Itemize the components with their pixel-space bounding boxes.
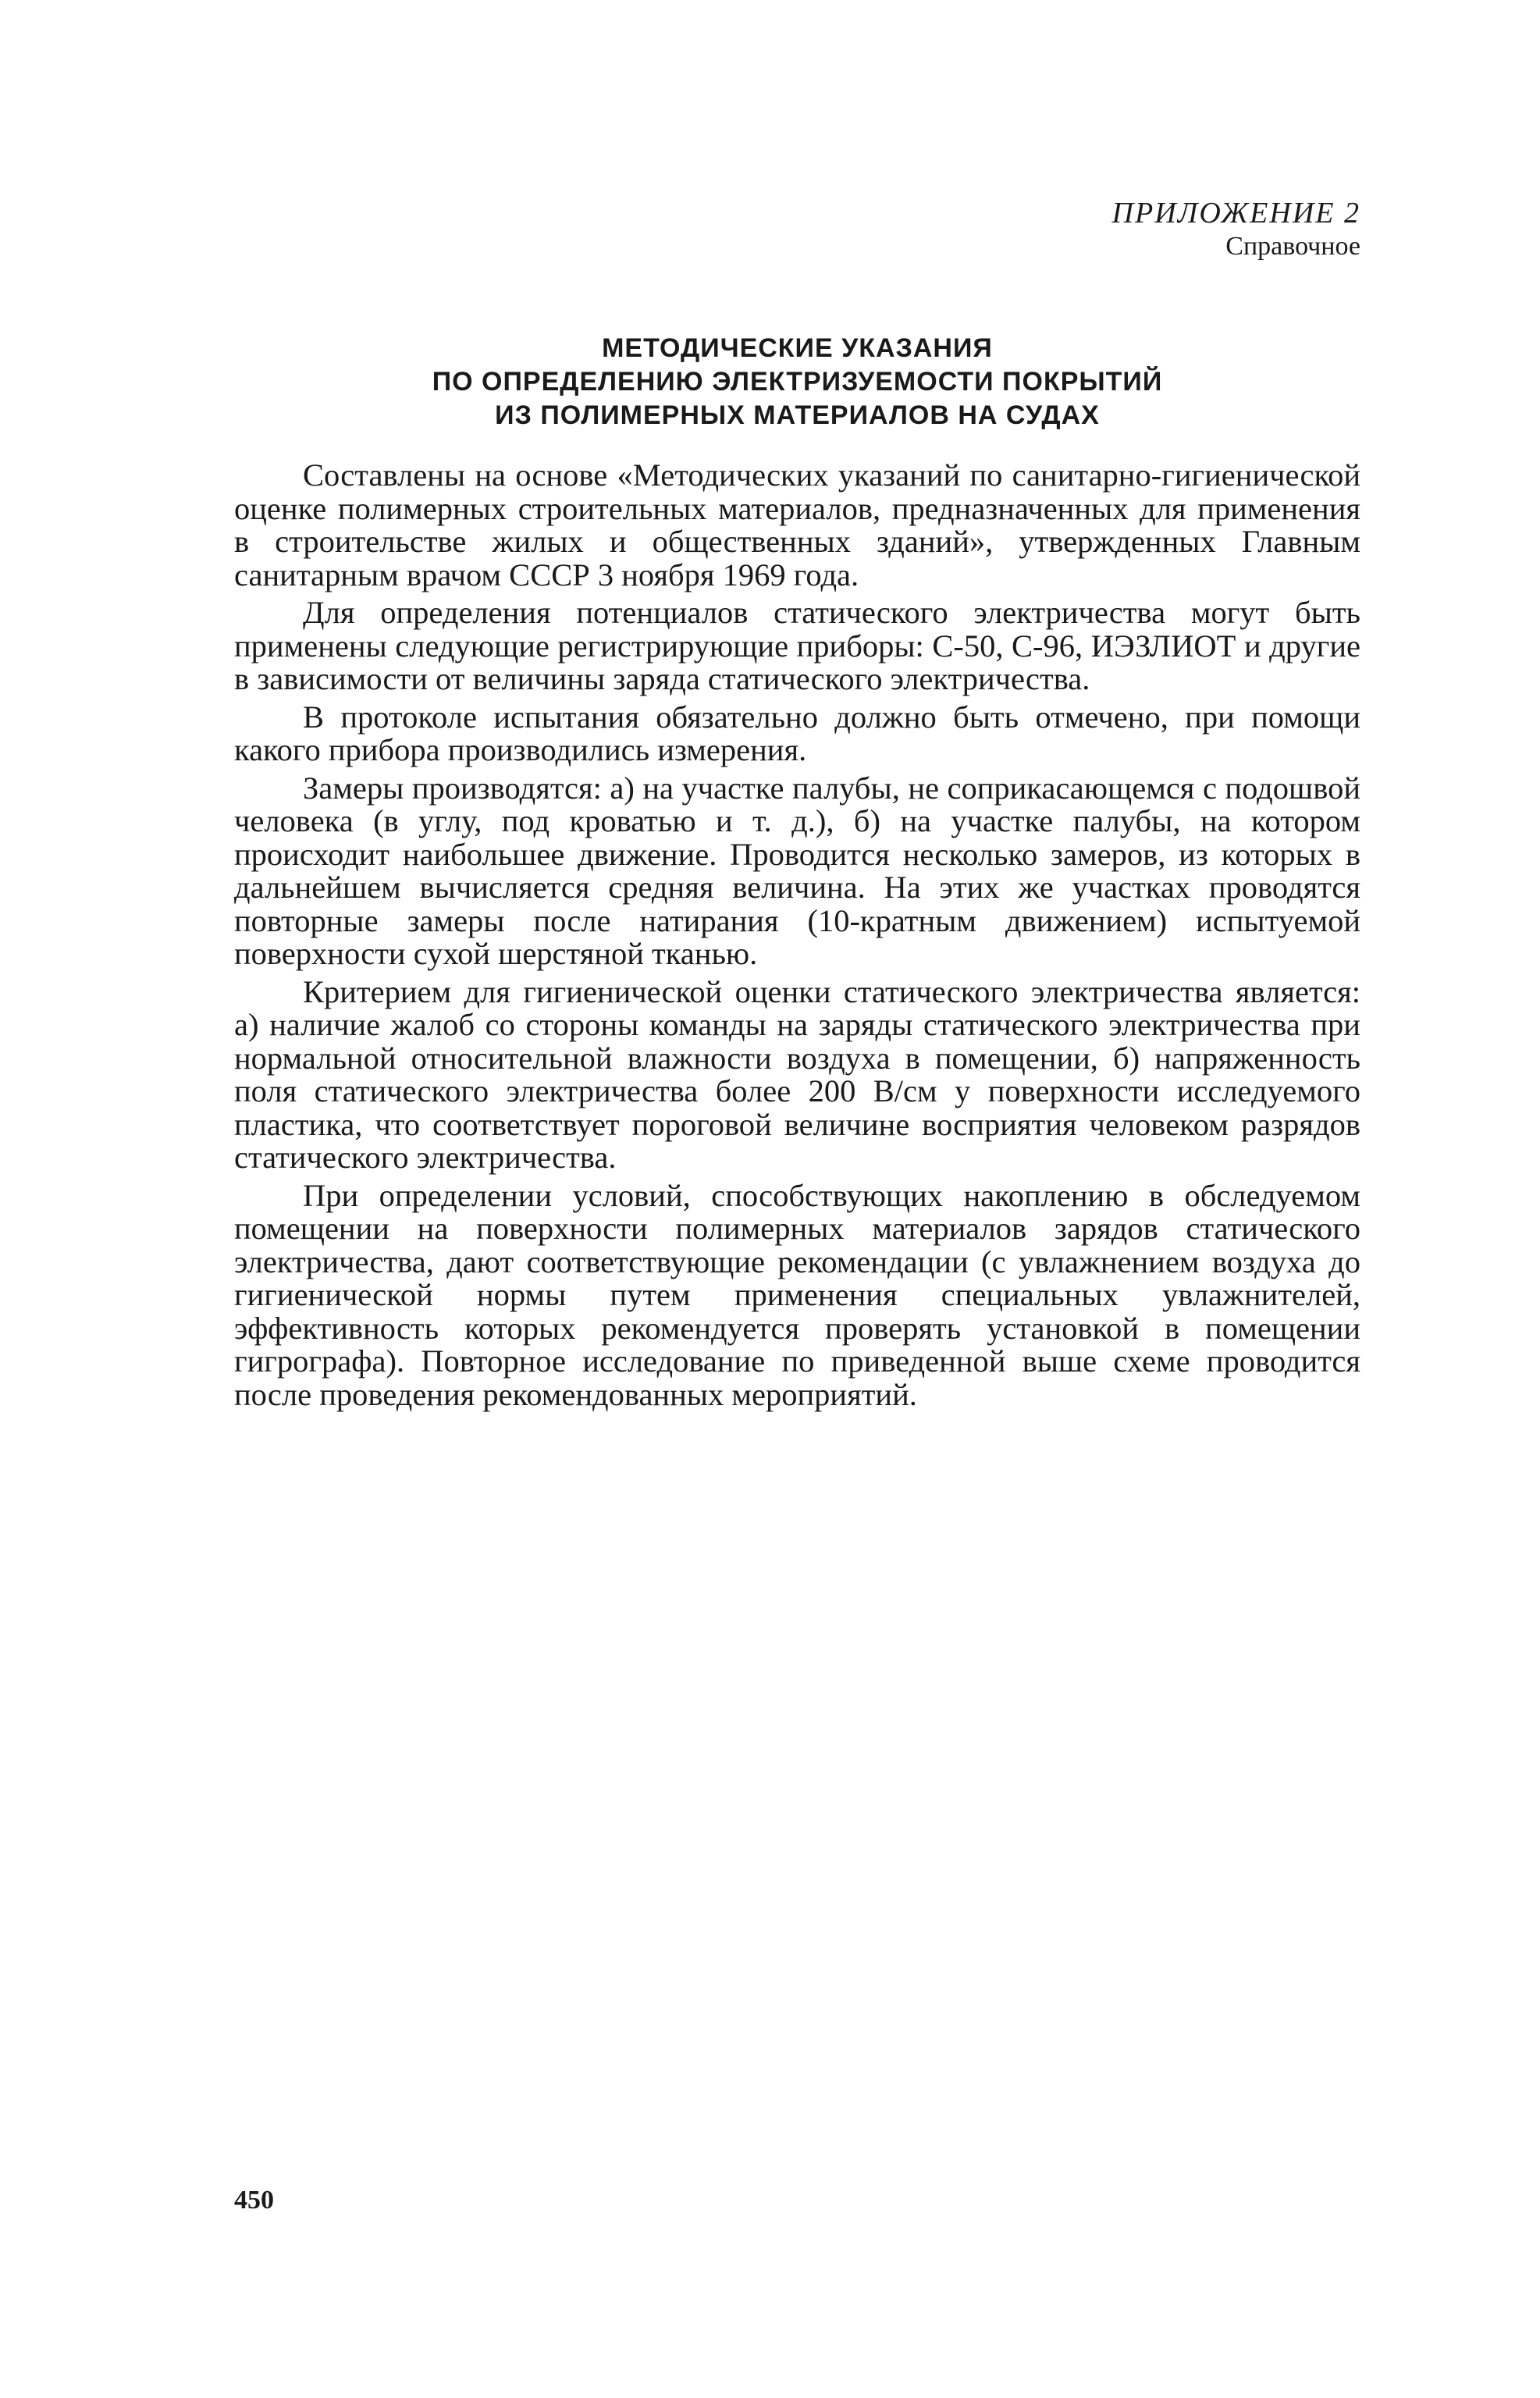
paragraph-4: Замеры производятся: а) на участке палубы, не соприкасающемся с подошвой человека (в углу, под кроватью и т. д.), б) на участке палубы, на котором происходит наибольшее движение. Проводится несколько замеров, из которых в дальнейшем вычисляется средняя величина. На этих же участках проводятся повторные замеры после натирания (10-кратным движением) испытуемой поверхности сухой шерстяной тканью. bbox=[234, 770, 1360, 971]
page-number: 450 bbox=[234, 2186, 274, 2215]
document-title bbox=[234, 332, 1360, 432]
appendix-type: Справочное bbox=[1225, 232, 1360, 261]
paragraph-3: В протоколе испытания обязательно должно быть отмечено, при помощи какого прибора производились измерения. bbox=[234, 699, 1360, 767]
title-line-3: ИЗ ПОЛИМЕРНЫХ МАТЕРИАЛОВ НА СУДАХ bbox=[495, 400, 1100, 430]
appendix-heading bbox=[892, 195, 1360, 262]
title-line-2: ПО ОПРЕДЕЛЕНИЮ ЭЛЕКТРИЗУЕМОСТИ ПОКРЫТИЙ bbox=[432, 367, 1163, 397]
paragraph-6: При определении условий, способствующих накоплению в обследуемом помещении на поверхности полимерных материалов зарядов статического электричества, дают соответствующие рекомендации (с увлажнением воздуха до гигиенической нормы путем применения специальных увлажнителей, эффективность которых рекомендуется проверять установкой в помещении гигрографа). Повторное исследование по приведенной выше схеме проводится после проведения рекомендованных мероприятий. bbox=[234, 1177, 1360, 1412]
paragraph-2: Для определения потенциалов статического электричества могут быть применены следующие регистрирующие приборы: С-50, С-96, ИЭЗЛИОТ и другие в зависимости от величины заряда статического электричества. bbox=[234, 595, 1360, 696]
document-body bbox=[234, 459, 1360, 1416]
appendix-label: ПРИЛОЖЕНИЕ 2 bbox=[1111, 197, 1360, 229]
paragraph-5: Критерием для гигиенической оценки статического электричества является: а) наличие жалоб со стороны команды на заряды статического электричества при нормальной относительной влажности воздуха в помещении, б) напряженность поля статического электричества более 200 В/см у поверхности исследуемого пластика, что соответствует пороговой величине восприятия человеком разрядов статического электричества. bbox=[234, 973, 1360, 1175]
title-line-1: МЕТОДИЧЕСКИЕ УКАЗАНИЯ bbox=[602, 333, 993, 363]
paragraph-1: Составлены на основе «Методических указаний по санитарно-гигиенической оценке полимерных строительных материалов, предназначенных для применения в строительстве жилых и общественных зданий», утвержденных Главным санитарным врачом СССР 3 ноября 1969 года. bbox=[234, 457, 1360, 592]
